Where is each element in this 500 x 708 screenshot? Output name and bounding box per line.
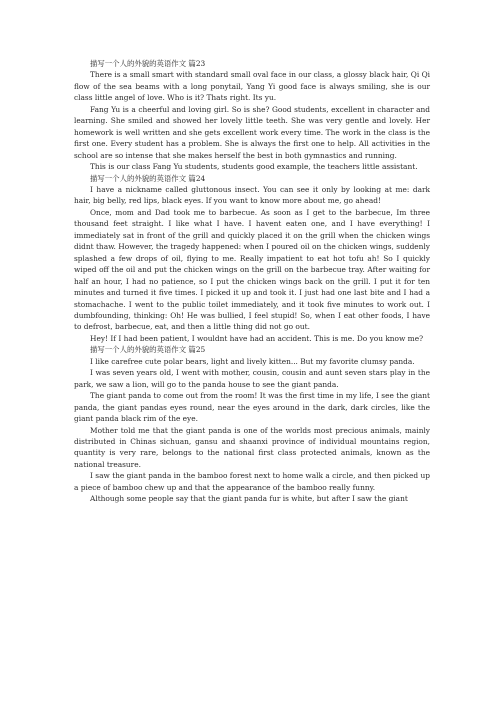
essay-heading-24: 描写一个人的外貌的英语作文 篇24 bbox=[90, 173, 206, 183]
paragraph: Fang Yu is a cheerful and loving girl. So is she? Good students, excellent in character and learning. She smiled and showed her lovely little teeth. She was very gentle and lovely. Her homework is well written and she gets excellent work every time. The work in the class is the first one. Every student has a problem. She is always the first one to help. All activities in the school are so intense that she makes herself the best in both gymnastics and running. bbox=[74, 104, 430, 160]
paragraph: I like carefree cute polar bears, light and lively kitten... But my favorite clumsy panda. bbox=[90, 356, 415, 366]
paragraph: Once, mom and Dad took me to barbecue. As soon as I get to the barbecue, Im three thousand feet straight. I like what I have. I havent eaten one, and I have everything! I immediately sat in front of the grill and quickly placed it on the grill when the chicken wings didnt thaw. However, the tragedy happened: when I poured oil on the chicken wings, suddenly splashed a few drops of oil, flying to me. Really impatient to eat hot tofu ah! So I quickly wiped off the oil and put the chicken wings on the grill on the barbecue tray. After waiting for half an hour, I had no patience, so I put the chicken wings back on the grill. I put it for ten minutes and turned it five times. I picked it up and took it. I just had one last bite and I had a stomachache. I went to the public toilet immediately, and it took five minutes to work out. I dumbfounding, thinking: Oh! He was bullied, I feel stupid! So, when I eat other foods, I have to defrost, barbecue, eat, and then a little thing did not go out. bbox=[74, 207, 430, 332]
essay-body bbox=[74, 58, 430, 505]
paragraph: Mother told me that the giant panda is one of the worlds most precious animals, mainly distributed in Chinas sichuan, gansu and shaanxi province of individual mountains region, quantity is very rare, belongs to the national first class protected animals, known as the national treasure. bbox=[74, 425, 430, 469]
paragraph: I saw the giant panda in the bamboo forest next to home walk a circle, and then picked up a piece of bamboo chew up and that the appearance of the bamboo really funny. bbox=[74, 471, 430, 492]
paragraph: Hey! If I had been patient, I wouldnt have had an accident. This is me. Do you know me? bbox=[90, 333, 424, 343]
paragraph: I have a nickname called gluttonous insect. You can see it only by looking at me: dark hair, big belly, red lips, black eyes. If you want to know more about me, go ahead! bbox=[74, 184, 430, 206]
essay-heading-25: 描写一个人的外貌的英语作文 篇25 bbox=[90, 345, 206, 355]
paragraph: There is a small smart with standard small oval face in our class, a glossy black hair, Qi Qi flow of the sea beams with a long ponytail, Yang Yi good face is always smiling, she is our class little angel of love. Who is it? Thats right. Its yu. bbox=[74, 70, 430, 103]
paragraph: The giant panda to come out from the room! It was the first time in my life, I see the giant panda, the giant pandas eyes round, near the eyes around in the dark, dark circles, like the giant panda black rim of the eye. bbox=[74, 391, 430, 424]
paragraph: This is our class Fang Yu students, students good example, the teachers little assistant. bbox=[90, 162, 418, 172]
essay-heading-23: 描写一个人的外貌的英语作文 篇23 bbox=[90, 59, 206, 68]
paragraph: I was seven years old, I went with mother, cousin, cousin and aunt seven stars play in the park, we saw a lion, will go to the panda house to see the giant panda. bbox=[74, 368, 430, 389]
paragraph: Although some people say that the giant panda fur is white, but after I saw the giant bbox=[90, 494, 408, 504]
